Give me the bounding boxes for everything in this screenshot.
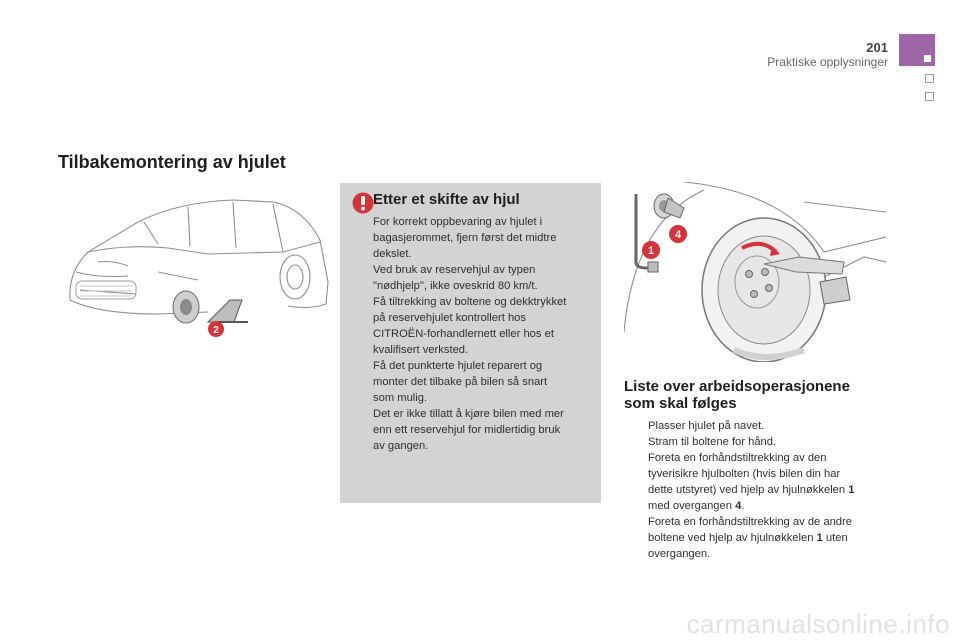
- warning-title: Etter et skifte av hjul: [373, 191, 520, 208]
- section-name: Praktiske opplysninger: [767, 55, 888, 69]
- wheel-bolt-illustration: [624, 182, 886, 362]
- watermark: carmanualsonline.info: [686, 609, 950, 639]
- page-heading: Tilbakemontering av hjulet: [58, 152, 286, 172]
- callout-1: 1: [647, 245, 655, 257]
- list-item: Foreta en forhåndstiltrekking av de andre boltene ved hjelp av hjulnøkkelen 1 uten overgangen.: [648, 516, 852, 560]
- warning-icon: [352, 192, 374, 214]
- section-tab: [925, 74, 934, 83]
- callout-4: 4: [674, 229, 682, 241]
- list-item: Stram til boltene for hånd.: [648, 436, 777, 448]
- page-number: 201: [866, 40, 888, 55]
- callout-2: 2: [213, 325, 219, 336]
- section-tab: [925, 92, 934, 101]
- warning-box: [340, 183, 601, 503]
- section-tab-active: [899, 34, 935, 66]
- warning-text: For korrekt oppbevaring av hjulet i bagasjerommet, fjern først det midtre dekslet. Ved bruk av reservehjul av typen "nødhjelp", ikke oveskrid 80 km/t. Få tiltrekking av boltene og dekktrykket på reservehjulet kontrollert hos CITROËN-forhandlernett eller hos et kvalifisert verksted. Få det punkterte hjulet reparert og monter det tilbake på bilen så snart som mulig. Det er ikke tillatt å kjøre bilen med mer enn ett reservehjul for midlertidig bruk av gangen.: [373, 216, 567, 452]
- procedure-list: [624, 418, 890, 562]
- list-item: Plasser hjulet på navet.: [648, 420, 765, 432]
- list-item: Foreta en forhåndstiltrekking av den tyverisikre hjulbolten (hvis bilen din har dette utstyret) ved hjelp av hjulnøkkelen 1 med overgangen 4.: [648, 452, 855, 512]
- procedure-title: Liste over arbeidsoperasjonene som skal følges: [624, 378, 850, 412]
- car-jack-illustration: [58, 182, 333, 352]
